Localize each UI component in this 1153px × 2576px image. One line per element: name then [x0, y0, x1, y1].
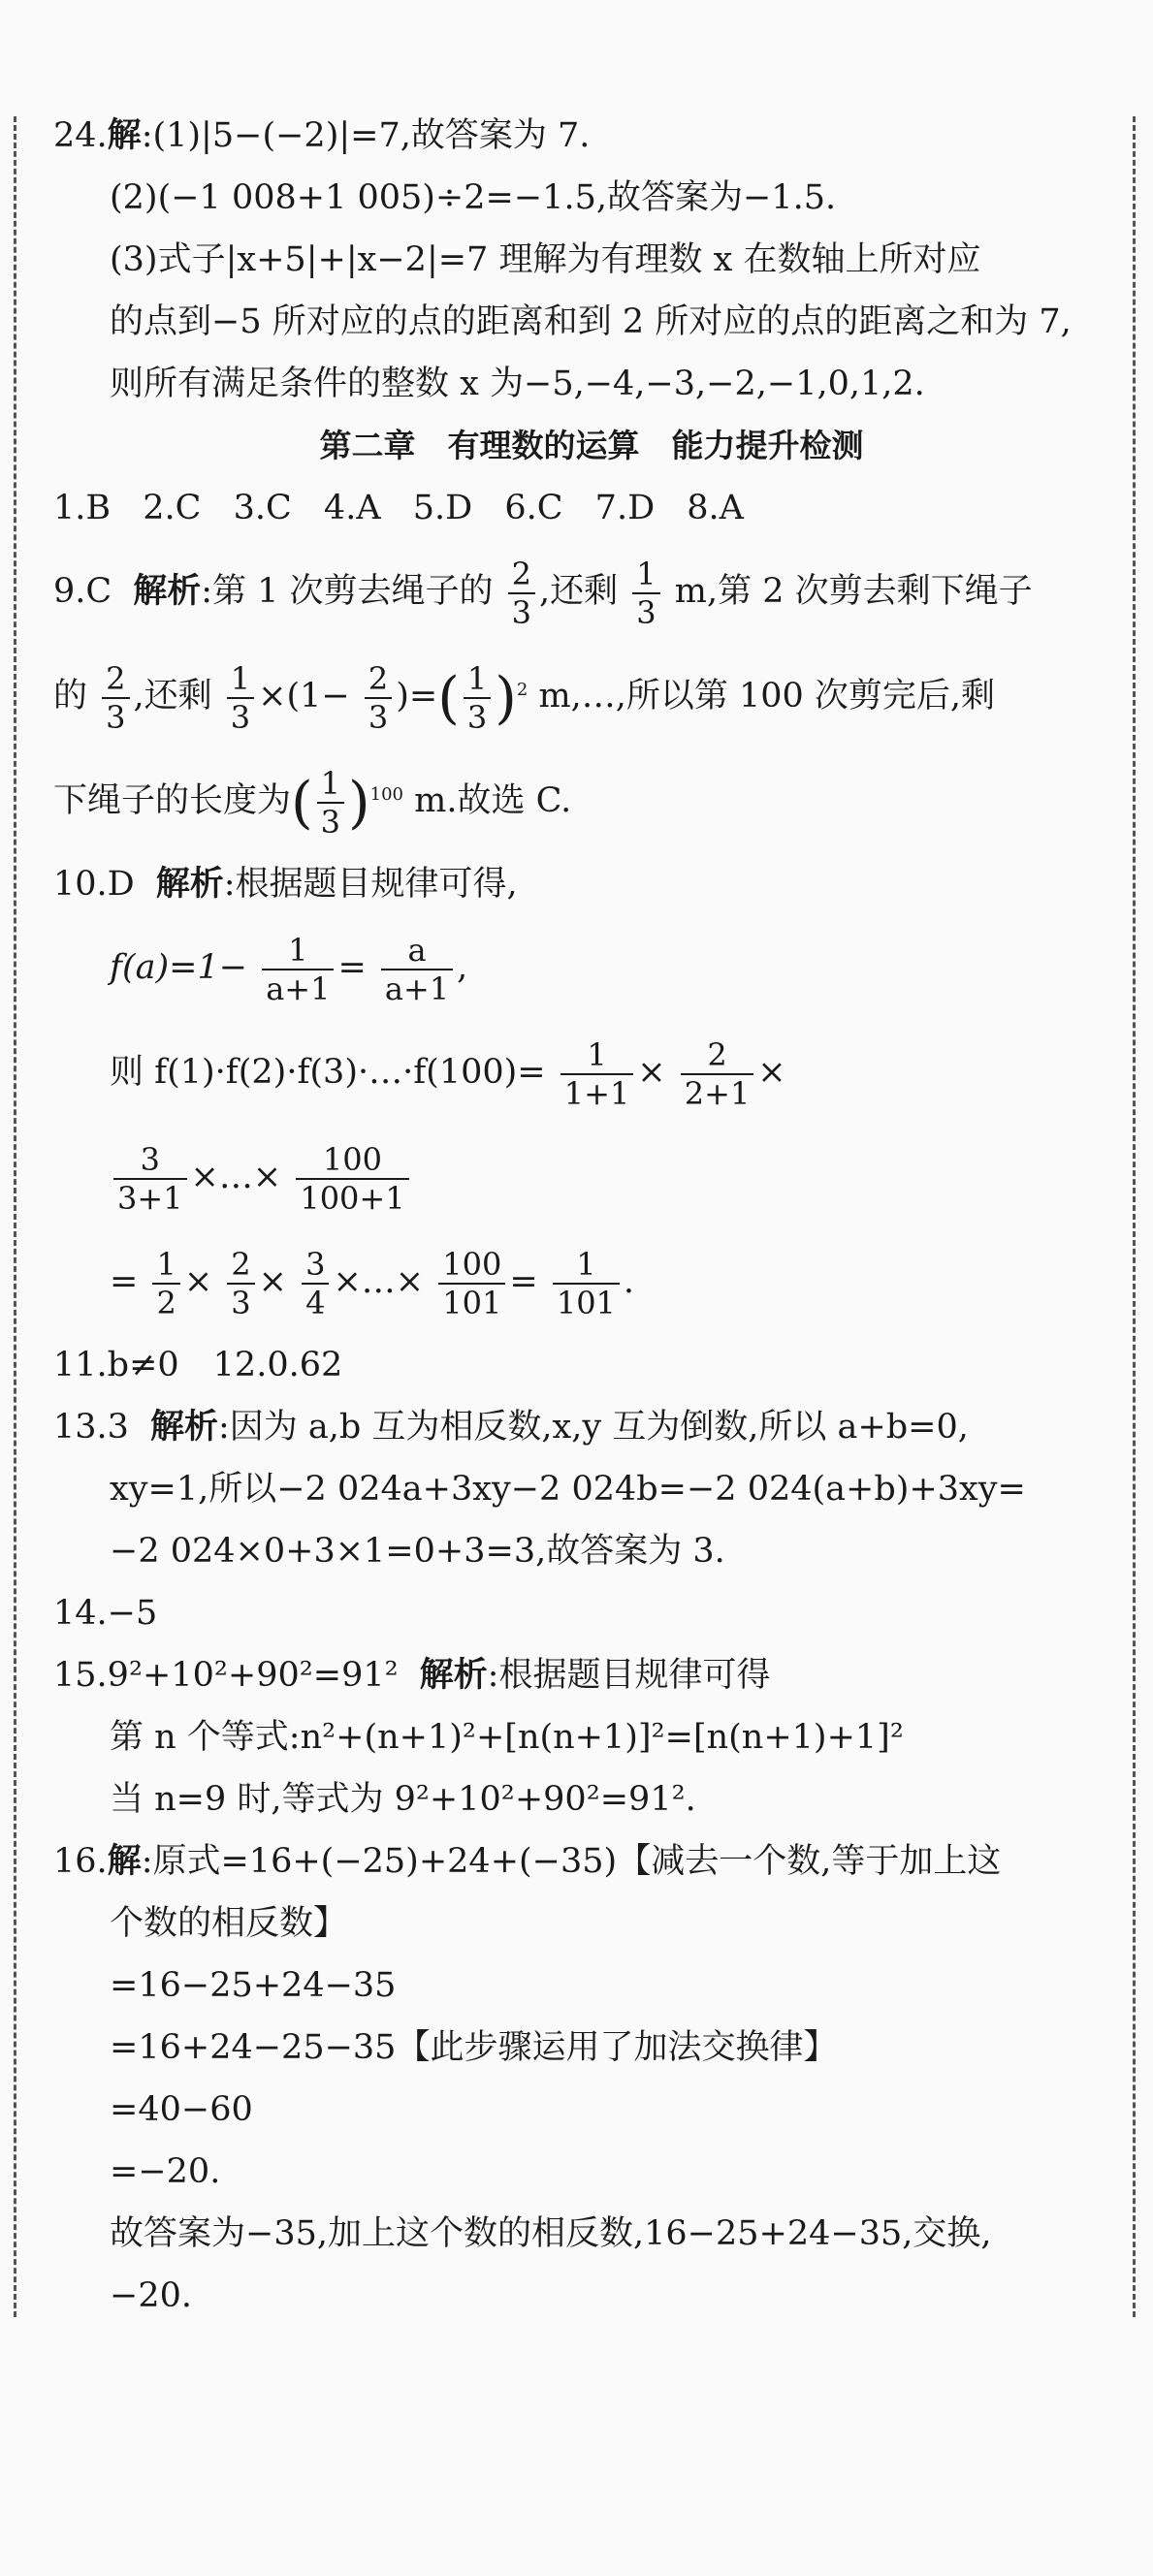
choice-answers: 1.B 2.C 3.C 4.A 5.D 6.C 7.D 8.A [53, 489, 744, 527]
q9-line1: 9.C 解析:第 1 次剪去绳子的 $\frac{2}{3}$ ,还剩 $\frac{1}{3}$ m,第 2 次剪去剩下绳子 [53, 555, 1033, 631]
q16-line1: 16.解:原式=16+(−25)+24+(−35)【减去一个数,等于加上这 [53, 1842, 1002, 1881]
q24-line3: (3)式子|x+5|+|x−2|=7 理解为有理数 x 在数轴上所对应 [110, 240, 981, 279]
q16-line6: =−20. [110, 2152, 221, 2191]
fraction: $\frac{1}{3}$ [464, 660, 491, 736]
q13-line3: −2 024×0+3×1=0+3=3,故答案为 3. [110, 1532, 725, 1571]
q10-line1: 10.D 解析:根据题目规律可得, [53, 865, 518, 904]
q11-12-line: 11.b≠0 12.0.62 [53, 1346, 343, 1384]
q15-line3: 当 n=9 时,等式为 9²+10²+90²=91². [110, 1780, 696, 1819]
left-dashed-border [14, 116, 16, 2317]
chapter-title: 第二章 有理数的运算 能力提升检测 [319, 427, 864, 464]
fraction: $\frac{2}{3}$ [365, 660, 392, 736]
q16-line5: =40−60 [110, 2090, 253, 2129]
q24-line5: 则所有满足条件的整数 x 为−5,−4,−3,−2,−1,0,1,2. [110, 365, 925, 403]
q24-number: 24. [53, 116, 108, 155]
fraction: $\frac{1}{3}$ [632, 556, 659, 631]
q24-line2: (2)(−1 008+1 005)÷2=−1.5,故答案为−1.5. [110, 178, 837, 217]
q13-line2: xy=1,所以−2 024a+3xy−2 024b=−2 024(a+b)+3xy= [110, 1470, 1026, 1509]
q14-line: 14.−5 [53, 1594, 158, 1633]
q9-line2: 的 $\frac{2}{3}$ ,还剩 $\frac{1}{3}$ ×(1− $\frac{2}{3}$ )=( $\frac{1}{3}$ )$^2$ m,…,所以第 100 次剪完后,剩 [53, 659, 996, 736]
q16-line4: =16+24−25−35【此步骤运用了加法交换律】 [110, 2028, 838, 2067]
q15-line1: 15.9²+10²+90²=91² 解析:根据题目规律可得 [53, 1656, 771, 1695]
q24-line4: 的点到−5 所对应的点的距离和到 2 所对应的点的距离之和为 7, [110, 302, 1072, 341]
q16-line8: −20. [110, 2276, 192, 2315]
q24-part1: :(1)|5−(−2)|=7,故答案为 7. [141, 116, 591, 155]
right-dashed-border [1133, 116, 1136, 2317]
q10-line4: $\frac{3}{3+1}$ ×…× $\frac{100}{100+1}$ [53, 1125, 1130, 1229]
answer-content [53, 105, 1130, 2327]
fraction: $\frac{2}{3}$ [102, 660, 129, 736]
q9-line3: 下绳子的长度为( $\frac{1}{3}$ )$^{100}$ m.故选 C. [53, 764, 572, 841]
q10-line2: f(a)=1− $\frac{1}{a+1}$ = $\frac{a}{a+1}$ , [110, 931, 468, 1007]
q10-line5: = $\frac{1}{2}$ × $\frac{2}{3}$ × $\frac{3}{4}$ ×…× $\frac{100}{101}$ = $\frac{1}{101}$ . [110, 1245, 635, 1321]
q16-line2: 个数的相反数】 [110, 1904, 348, 1943]
q24-jie-label: 解 [107, 116, 142, 155]
q16-line7: 故答案为−35,加上这个数的相反数,16−25+24−35,交换, [110, 2214, 992, 2253]
q16-line3: =16−25+24−35 [110, 1966, 397, 2005]
fraction: $\frac{1}{3}$ [317, 765, 344, 841]
fraction: $\frac{1}{3}$ [227, 660, 254, 736]
q15-line2: 第 n 个等式:n²+(n+1)²+[n(n+1)]²=[n(n+1)+1]² [110, 1718, 904, 1757]
q10-line3: 则 f(1)·f(2)·f(3)·…·f(100)= $\frac{1}{1+1}$ × $\frac{2}{2+1}$ × [110, 1035, 786, 1112]
q24-line1 [53, 105, 1130, 167]
fraction: $\frac{2}{3}$ [508, 556, 535, 631]
q13-line1: 13.3 解析:因为 a,b 互为相反数,x,y 互为倒数,所以 a+b=0, [53, 1408, 969, 1447]
